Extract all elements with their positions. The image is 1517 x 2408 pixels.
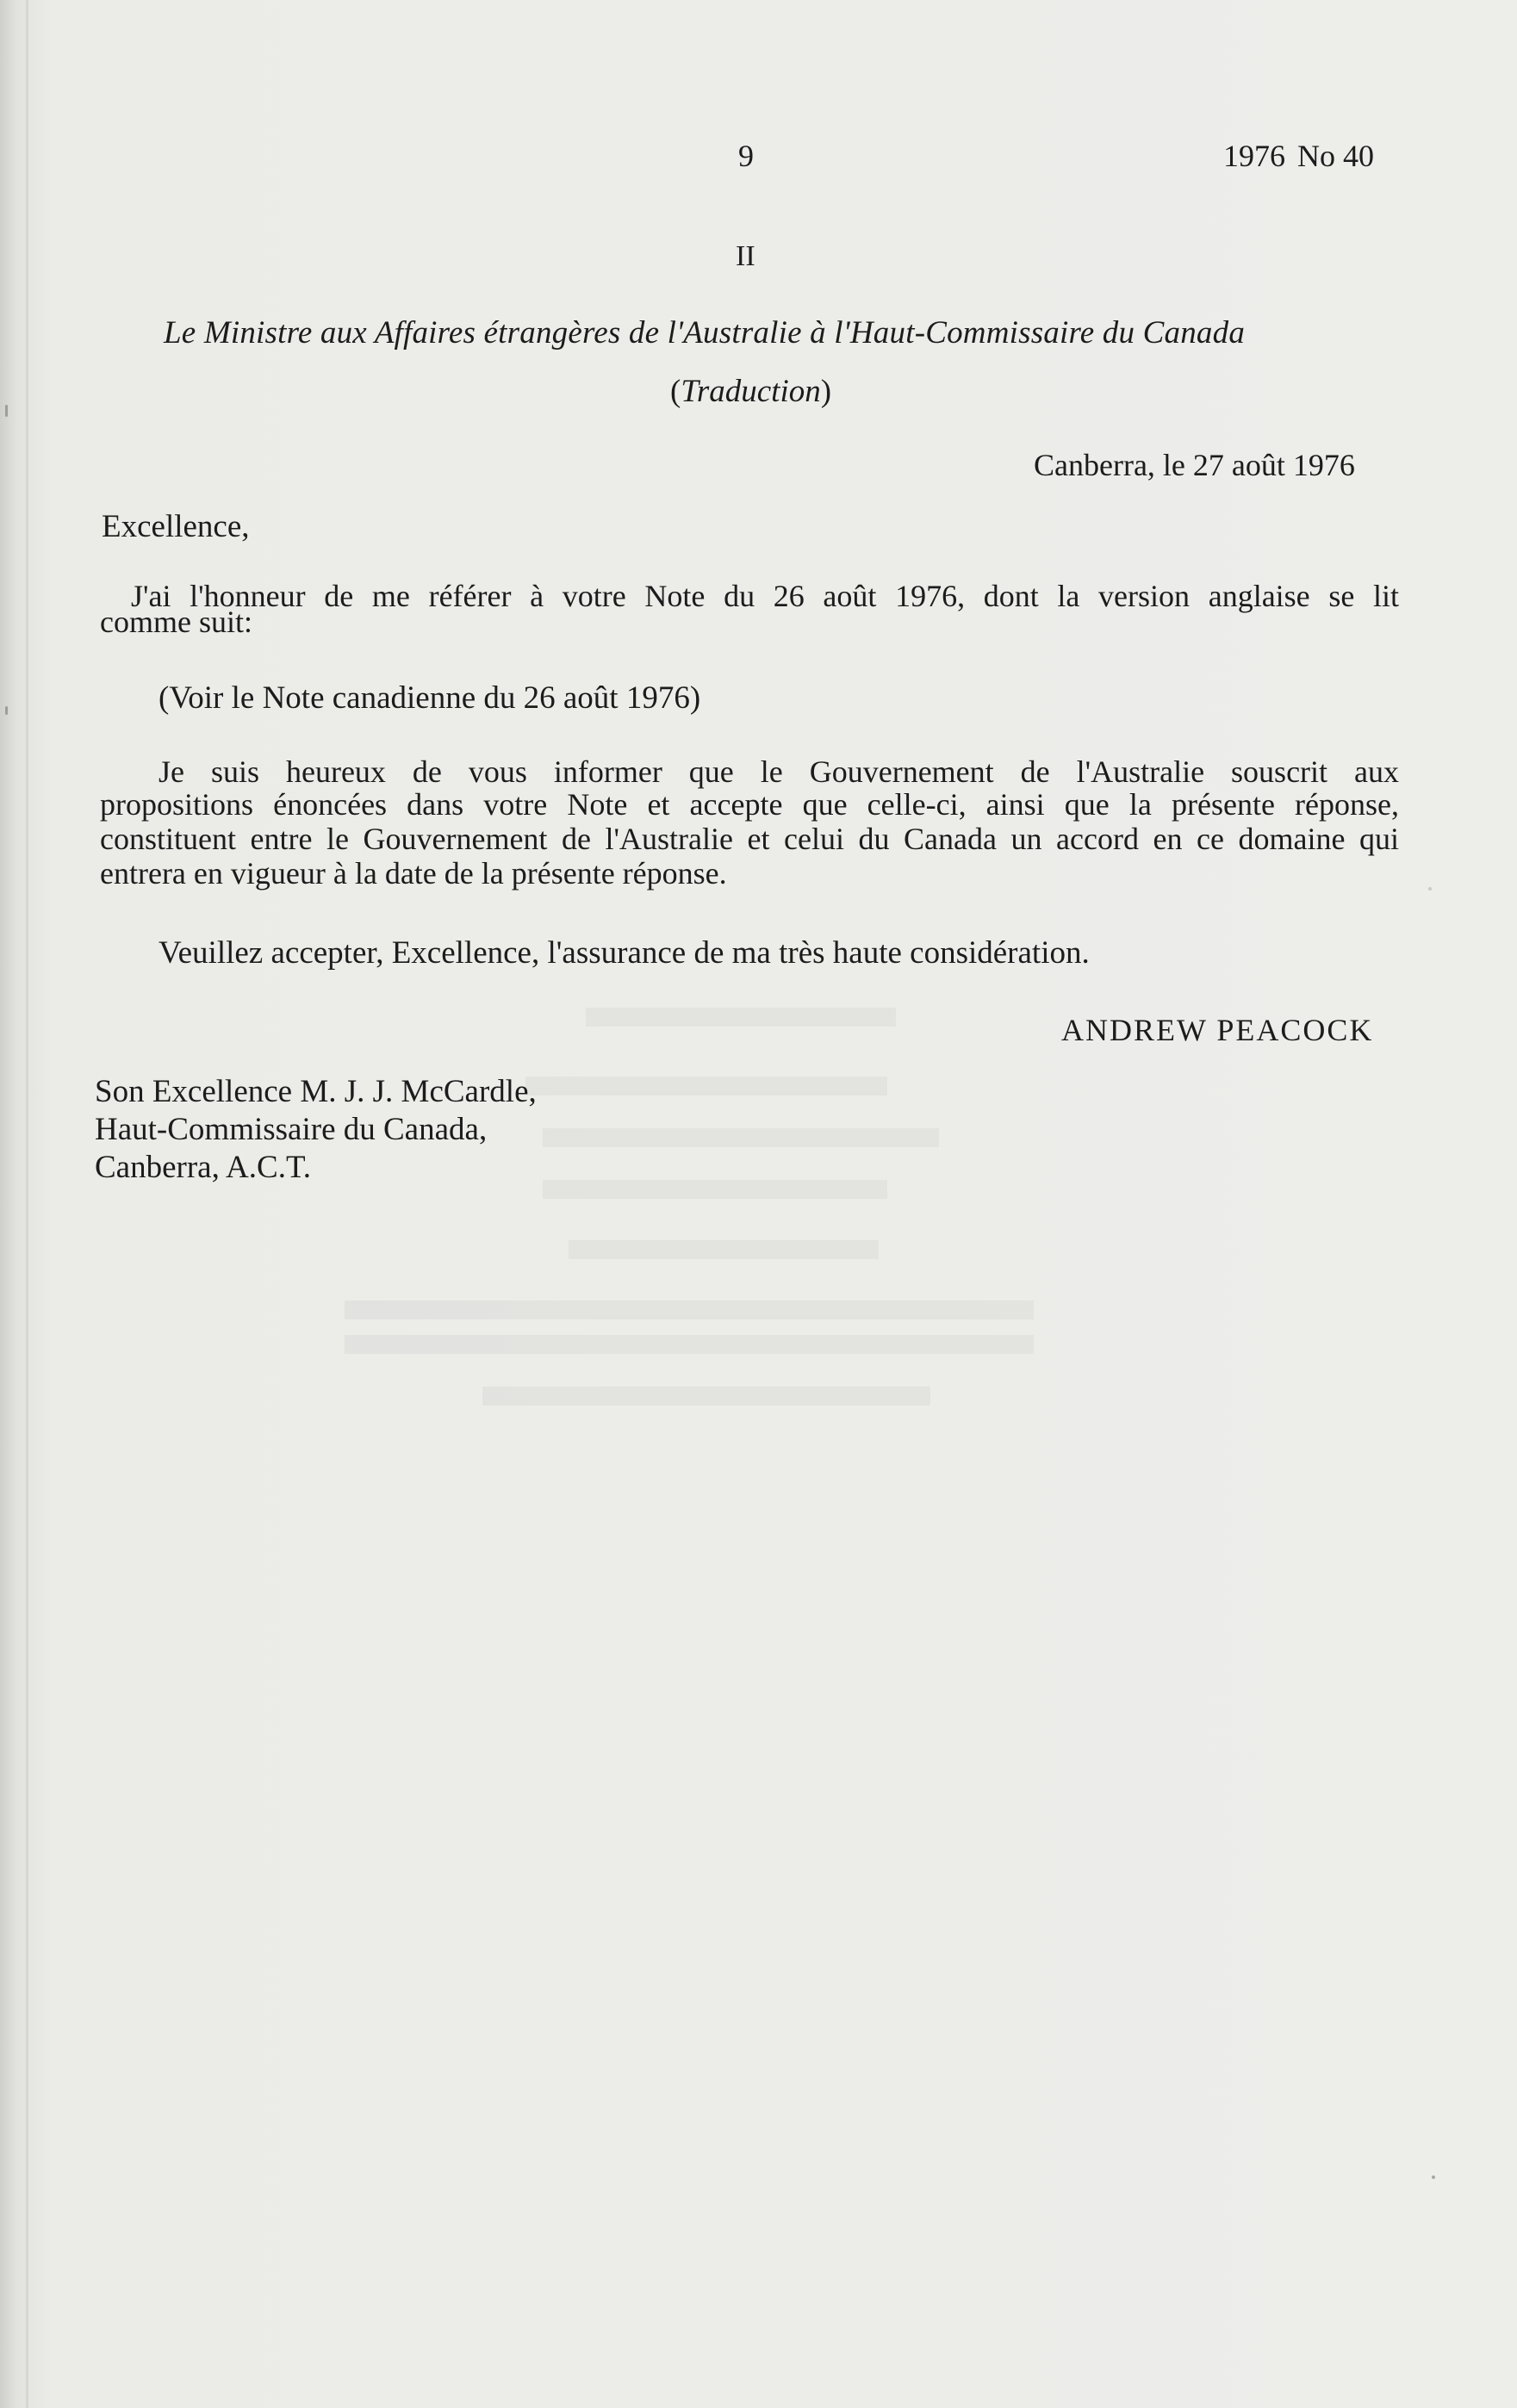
paragraph-line: comme suit: bbox=[100, 605, 252, 639]
document-year: 1976 bbox=[1223, 139, 1285, 173]
paper-speck bbox=[5, 405, 8, 417]
section-number: II bbox=[736, 240, 755, 272]
paper-speck bbox=[1432, 2175, 1435, 2179]
signature: ANDREW PEACOCK bbox=[1061, 1013, 1374, 1047]
paragraph-line: J'ai l'honneur de me référer à votre Note du 26 août 1976, dont la version anglaise se lit bbox=[131, 579, 1399, 613]
translation-label: Traduction bbox=[681, 374, 821, 409]
dateline: Canberra, le 27 août 1976 bbox=[1034, 448, 1355, 482]
document-number: No 40 bbox=[1297, 139, 1374, 173]
show-through-texture bbox=[327, 990, 1189, 1421]
addressee-line: Canberra, A.C.T. bbox=[95, 1150, 312, 1185]
translation-note: (Traduction) bbox=[670, 374, 832, 409]
page-number: 9 bbox=[738, 139, 754, 173]
addressee-line: Son Excellence M. J. J. McCardle, bbox=[95, 1074, 537, 1109]
paragraph-line: propositions énoncées dans votre Note et accepte que celle-ci, ainsi que la présente réponse, bbox=[100, 787, 1399, 822]
letter-heading: Le Ministre aux Affaires étrangères de l'Australie à l'Haut-Commissaire du Canada bbox=[164, 315, 1246, 351]
paragraph-line: entrera en vigueur à la date de la présente réponse. bbox=[100, 856, 727, 891]
closing-formula: Veuillez accepter, Excellence, l'assurance de ma très haute considération. bbox=[159, 935, 1090, 971]
paragraph-line: Je suis heureux de vous informer que le Gouvernement de l'Australie souscrit aux bbox=[159, 754, 1399, 789]
quoted-note-reference: (Voir le Note canadienne du 26 août 1976) bbox=[159, 680, 701, 716]
salutation: Excellence, bbox=[102, 509, 250, 544]
paper-speck bbox=[5, 706, 8, 715]
paper-speck bbox=[1428, 887, 1432, 891]
paragraph-line: constituent entre le Gouvernement de l'Australie et celui du Canada un accord en ce domaine qui bbox=[100, 822, 1399, 856]
addressee-line: Haut-Commissaire du Canada, bbox=[95, 1112, 488, 1147]
document-reference bbox=[1223, 140, 1374, 171]
binding-edge bbox=[26, 0, 28, 2408]
